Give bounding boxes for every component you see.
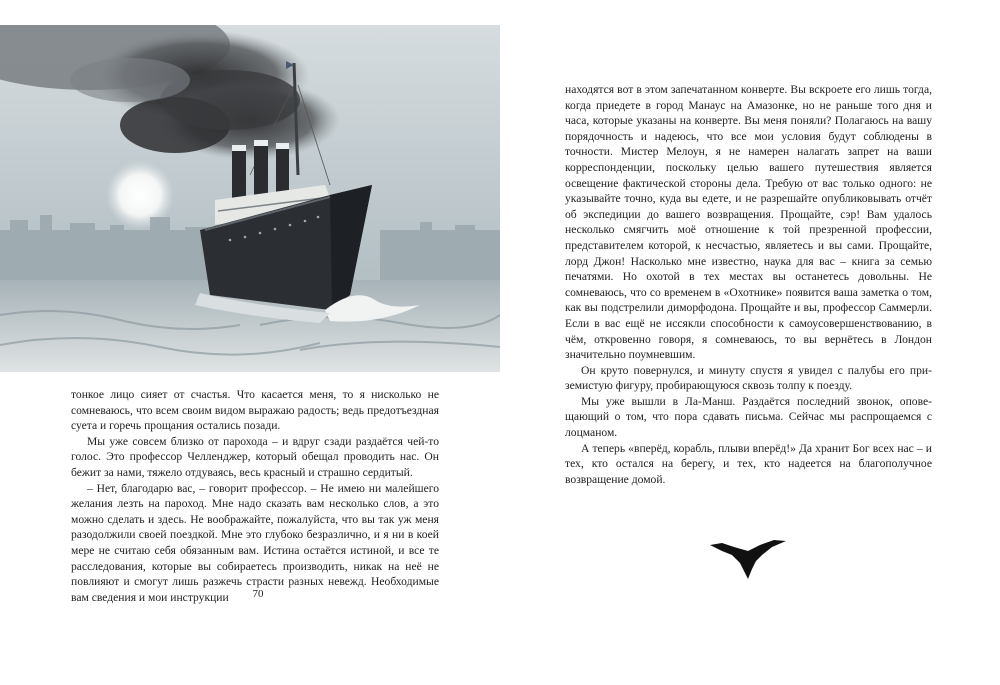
left-page-text <box>71 387 439 605</box>
paragraph: Мы уже совсем близко от парохода – и вдруг сзади раздаётся чей-то голос. Это профессор Челленджер, который обещал проводить нас. Он бежит за нами, тяжело отдуваясь, весь красный и страшно сердитый. <box>71 434 439 479</box>
paragraph: Мы уже вышли в Ла-Манш. Раздаётся последний звонок, оповещающий о том, что пора сдавать письма. Сейчас мы распрощаемся с лоцманом. <box>565 394 932 440</box>
paragraph: находятся вот в этом запечатанном конверте. Вы вскроете его лишь тогда, когда приедете в город Манаус на Амазонке, но не раньше того дня и часа, которые указаны на конверте. Вы меня поняли? Полагаюсь на вашу порядочность и надеюсь, что все мои условия будут соблюдены в точности. Мистер Мелоун, я не намерен налагать запрет на ваши корреспонденции, поскольку целью вашего путешествия является освещение фактической стороны дела. Требую от вас только одного: не указывайте точно, куда вы едете, и не разрешайте опубликовывать отчёт об экспедиции до вашего возвращения. Прощайте, сэр! Вам удалось несколько смягчить моё отношение к той презренной профессии, представителем которой, к несчастью, являетесь и вы сами. Прощайте, лорд Джон! Насколько мне известно, наука для вас – книга за семью печатями. Но охотой в тех местах вы останетесь довольны. Не сомневаюсь, что со временем в «Охотнике» появится ваша заметка о том, как вы подстрелили диморфодона. Прощайте и вы, профессор Саммерли. Если в вас ещё не иссякли способности к самоусовершенствованию, в чём, откровенно говоря, я сомневаюсь, то вы вернётесь в Лондон значительно поумневшим. <box>565 83 932 362</box>
paragraph: Он круто повернулся, и минуту спустя я увидел с палубы его приземистую фигуру, пробирающуюся сквозь толпу к поезду. <box>565 363 932 393</box>
steamship-illustration <box>0 25 500 372</box>
paragraph: тонкое лицо сияет от счастья. Что касается меня, то я нисколько не сомневаюсь, что всем своим видом выражаю радость; ведь предотъездная суета и горечь прощания остались позади. <box>71 388 439 433</box>
pterodactyl-icon <box>708 537 788 582</box>
steamship-illustration-art <box>0 25 500 372</box>
paragraph: А теперь «вперёд, корабль, плыви вперёд!» Да хранит Бог всех нас – и тех, кто остался на берегу, и тех, кто надеется на благополучное возвращение домой. <box>565 441 932 486</box>
page-number: 70 <box>252 588 264 600</box>
paragraph: – Нет, благодарю вас, – говорит профессор. – Не имею ни малейшего желания лезть на пароход. Мне надо сказать вам несколько слов, а это можно сделать и здесь. Не воображайте, пожалуйста, что вы так уж меня разодолжили своей поездкой. Мне это глубоко безразлично, и я ни в коей мере не считаю себя обязанным вам. Истина остаётся истиной, и все те расследования, которые вы собираетесь производить, никак на неё не повлияют и смогут лишь разжечь страсти разных невежд. Необходимые вам сведения и мои инструкции <box>71 481 439 604</box>
right-page-text <box>565 82 932 487</box>
